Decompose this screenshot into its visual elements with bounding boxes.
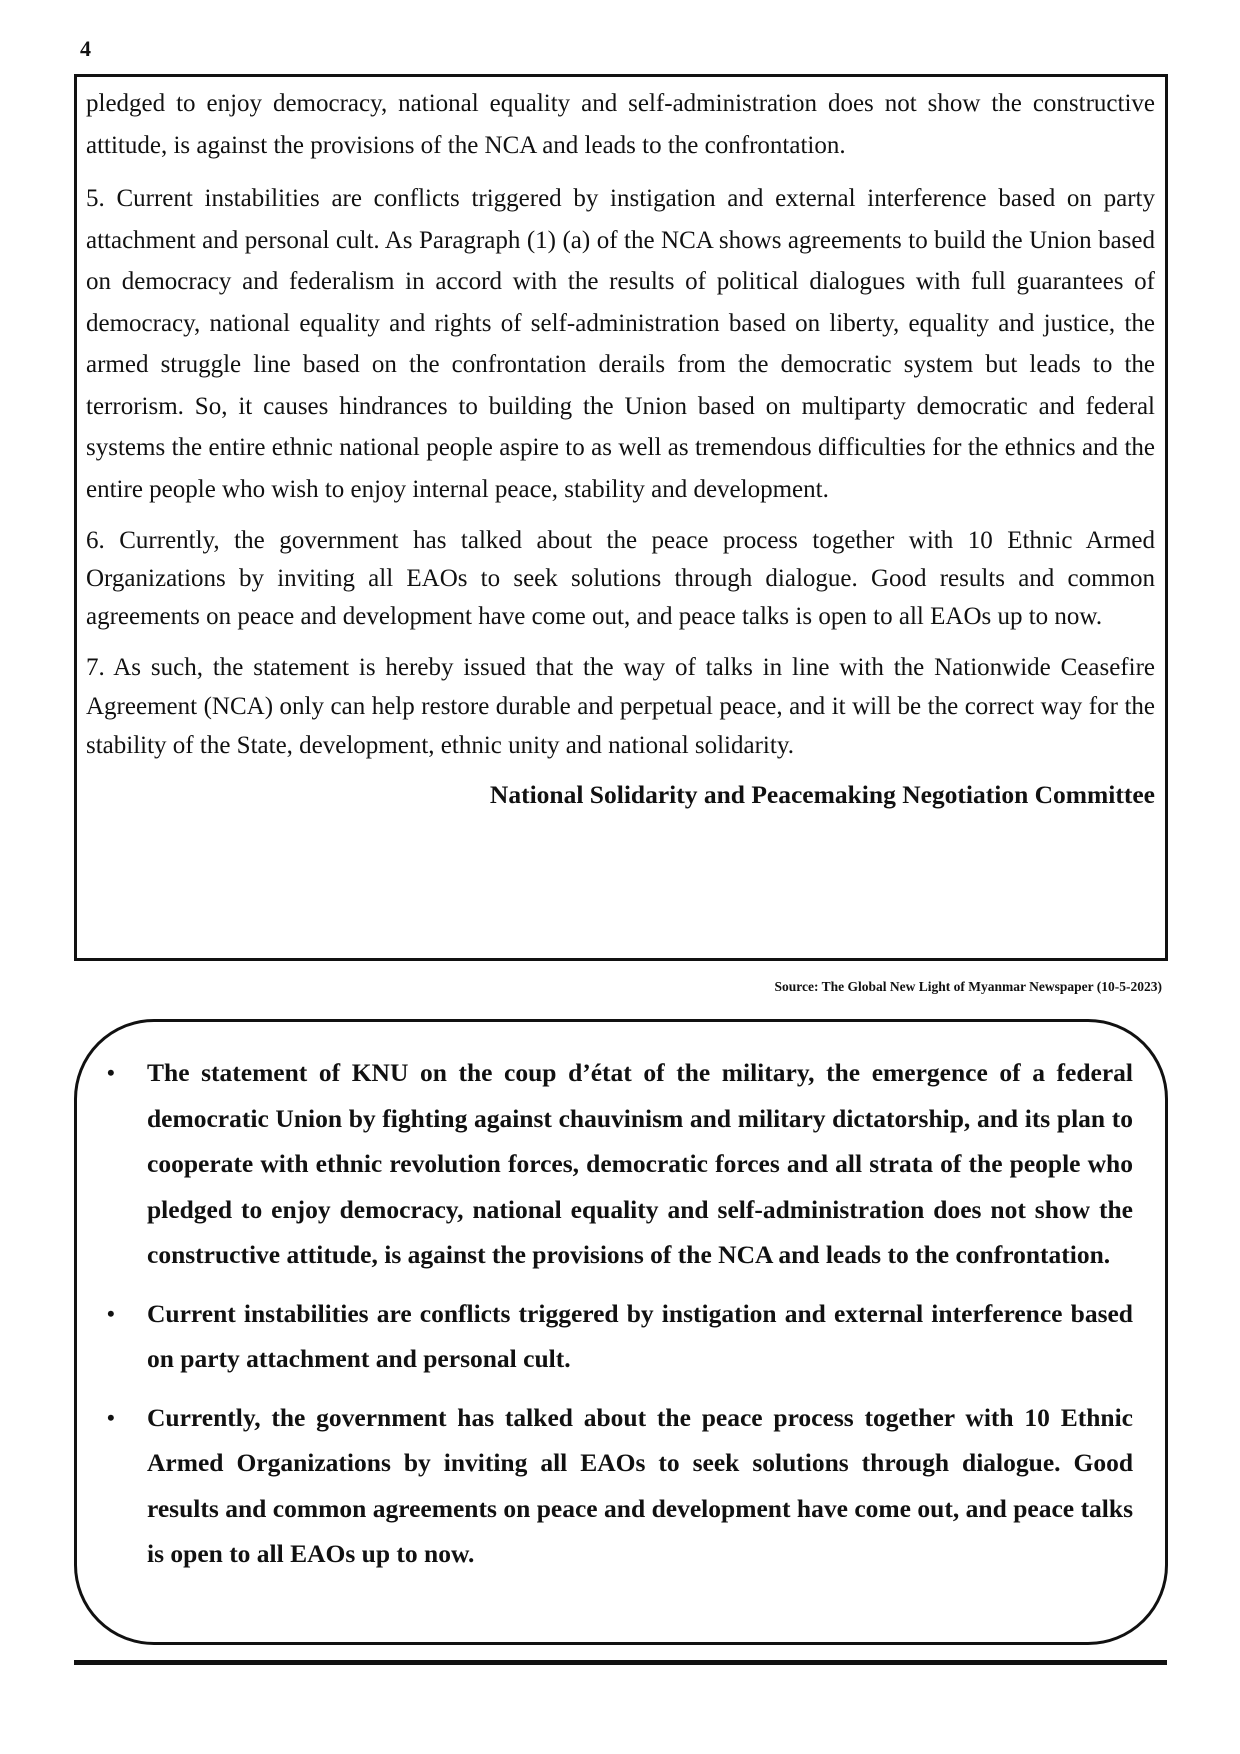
summary-bullet-item [107,1395,1133,1577]
statement-paragraph-5: 5. Current instabilities are conflicts triggered by instigation and external interference based on party attachment and personal cult. As Paragraph (1) (a) of the NCA shows agreements to build the Union based on democracy and federalism in accord with the results of political dialogues with full guarantees of democracy, national equality and rights of self-administration based on liberty, equality and justice, the armed struggle line based on the confrontation derails from the democratic system but leads to the terrorism. So, it causes hindrances to building the Union based on multiparty democratic and federal systems the entire ethnic national people aspire to as well as tremendous difficulties for the ethnics and the entire people who wish to enjoy internal peace, stability and development. [86,185,1155,503]
statement-paragraph-7: 7. As such, the statement is hereby issued that the way of talks in line with the Nationwide Ceasefire Agreement (NCA) only can help restore durable and perpetual peace, and it will be the correct way for the stability of the State, development, ethnic unity and national solidarity. [86,654,1155,759]
bullet-icon: • [107,1300,115,1326]
summary-box [74,1019,1168,1645]
statement-signature: National Solidarity and Peacemaking Negotiation Committee [489,780,1155,809]
statement-paragraph-6: 6. Currently, the government has talked about the peace process together with 10 Ethnic Armed Organizations by inviting all EAOs to seek solutions through dialogue. Good results and common agreements on peace and development have come out, and peace talks is open to all EAOs up to now. [86,527,1155,630]
summary-bullet-item [107,1050,1133,1278]
page-number: 4 [80,36,91,61]
statement-box [74,74,1168,961]
bullet-icon: • [107,1060,115,1085]
source-citation: Source: The Global New Light of Myanmar Newspaper (10-5-2023) [774,979,1162,994]
statement-paragraph-continuation: pledged to enjoy democracy, national equality and self-administration does not show the constructive attitude, is against the provisions of the NCA and leads to the confrontation. [86,90,1155,159]
summary-bullet-text: Currently, the government has talked about the peace process together with 10 Ethnic Armed Organizations by inviting all EAOs to seek solutions through dialogue. Good results and common agreements on peace and development have come out, and peace talks is open to all EAOs up to now. [147,1402,1133,1568]
summary-bullet-list [107,1050,1133,1577]
summary-bullet-text: The statement of KNU on the coup d’état of the military, the emergence of a federal democratic Union by fighting against chauvinism and military dictatorship, and its plan to cooperate with ethnic revolution forces, democratic forces and all strata of the people who pledged to enjoy democracy, national equality and self-administration does not show the constructive attitude, is against the provisions of the NCA and leads to the confrontation. [147,1058,1133,1269]
summary-bullet-text: Current instabilities are conflicts triggered by instigation and external interference based on party attachment and personal cult. [147,1298,1133,1373]
bottom-divider [74,1660,1167,1665]
summary-bullet-item [107,1291,1133,1382]
bullet-icon: • [107,1404,115,1430]
